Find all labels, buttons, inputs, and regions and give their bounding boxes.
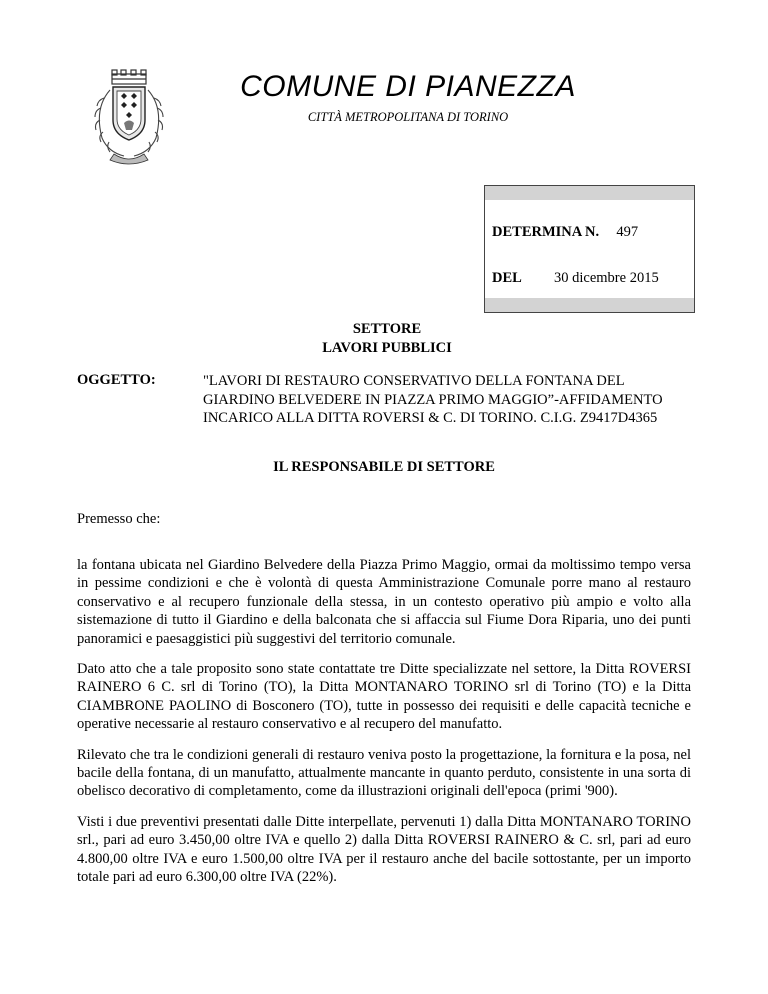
responsabile-heading: IL RESPONSABILE DI SETTORE: [273, 459, 495, 475]
settore-line1: SETTORE: [352, 321, 422, 337]
paragraph: Visti i due preventivi presentati dalle Ditte interpellate, pervenuti 1) dalla Ditta MONTANARO TORINO srl., pari ad euro 3.450,00 oltre IVA e quello 2) dalla Ditta ROVERSI RAINERO & C. srl, pari ad euro 4.800,00 oltre IVA e euro 1.500,00 oltre IVA per il restauro anche del bacile sottostante, per un importo totale pari ad euro 6.300,00 oltre IVA (22%).: [77, 813, 691, 886]
del-label: DEL: [492, 270, 522, 286]
premesso-text: Premesso che:: [77, 511, 161, 527]
oggetto-text: "LAVORI DI RESTAURO CONSERVATIVO DELLA FONTANA DEL GIARDINO BELVEDERE IN PIAZZA PRIMO MAGGIO”-AFFIDAMENTO INCARICO ALLA DITTA ROVERSI & C. DI TORINO. C.I.G. Z9417D4365: [203, 373, 663, 426]
determina-label: DETERMINA N.: [492, 224, 600, 240]
determina-box: [484, 185, 695, 313]
box-band-top: [485, 186, 694, 200]
determina-number: 497: [616, 224, 639, 240]
paragraph: Dato atto che a tale proposito sono state contattate tre Ditte specializzate nel settore, la Ditta ROVERSI RAINERO 6 C. srl di Torino (TO), la Ditta MONTANARO TORINO srl di Torino (TO) e la Ditta CIAMBRONE PAOLINO di Bosconero (TO), tutte in possesso dei requisiti e delle capacità tecniche e operative necessarie al restauro conservativo e al recupero del manufatto.: [77, 661, 691, 733]
paragraph: la fontana ubicata nel Giardino Belvedere della Piazza Primo Maggio, ormai da moltissimo tempo versa in pessime condizioni e che è volontà di questa Amministrazione Comunale porre mano al restauro conservativo e al recupero funzionale della stessa, in un contesto operativo più ampio e volto alla sistemazione di tutto il Giardino e della balconata che si affaccia sul Fiume Dora Riparia, uno dei punti panoramici e paesaggistici più suggestivi del territorio comunale.: [77, 557, 691, 647]
determina-row: [492, 224, 638, 241]
oggetto-label: OGGETTO:: [77, 372, 156, 388]
page-title: COMUNE DI PIANEZZA: [240, 70, 576, 103]
box-band-bottom: [485, 298, 694, 312]
body-paragraphs: [77, 556, 691, 899]
paragraph: Rilevato che tra le condizioni generali di restauro veniva posto la progettazione, la fornitura e la posa, nel bacile della fontana, di un manufatto, attualmente mancante in quanto perduto, consistente in una sorta di obelisco decorativo di completamento, come da illustrazioni originali dell'epoca (primi '900).: [77, 746, 691, 800]
settore-line2: LAVORI PUBBLICI: [322, 340, 452, 356]
determina-date: 30 dicembre 2015: [554, 270, 659, 286]
settore-heading: [0, 320, 768, 358]
del-row: [492, 270, 659, 287]
page-subtitle: CITTÀ METROPOLITANA DI TORINO: [307, 110, 509, 124]
